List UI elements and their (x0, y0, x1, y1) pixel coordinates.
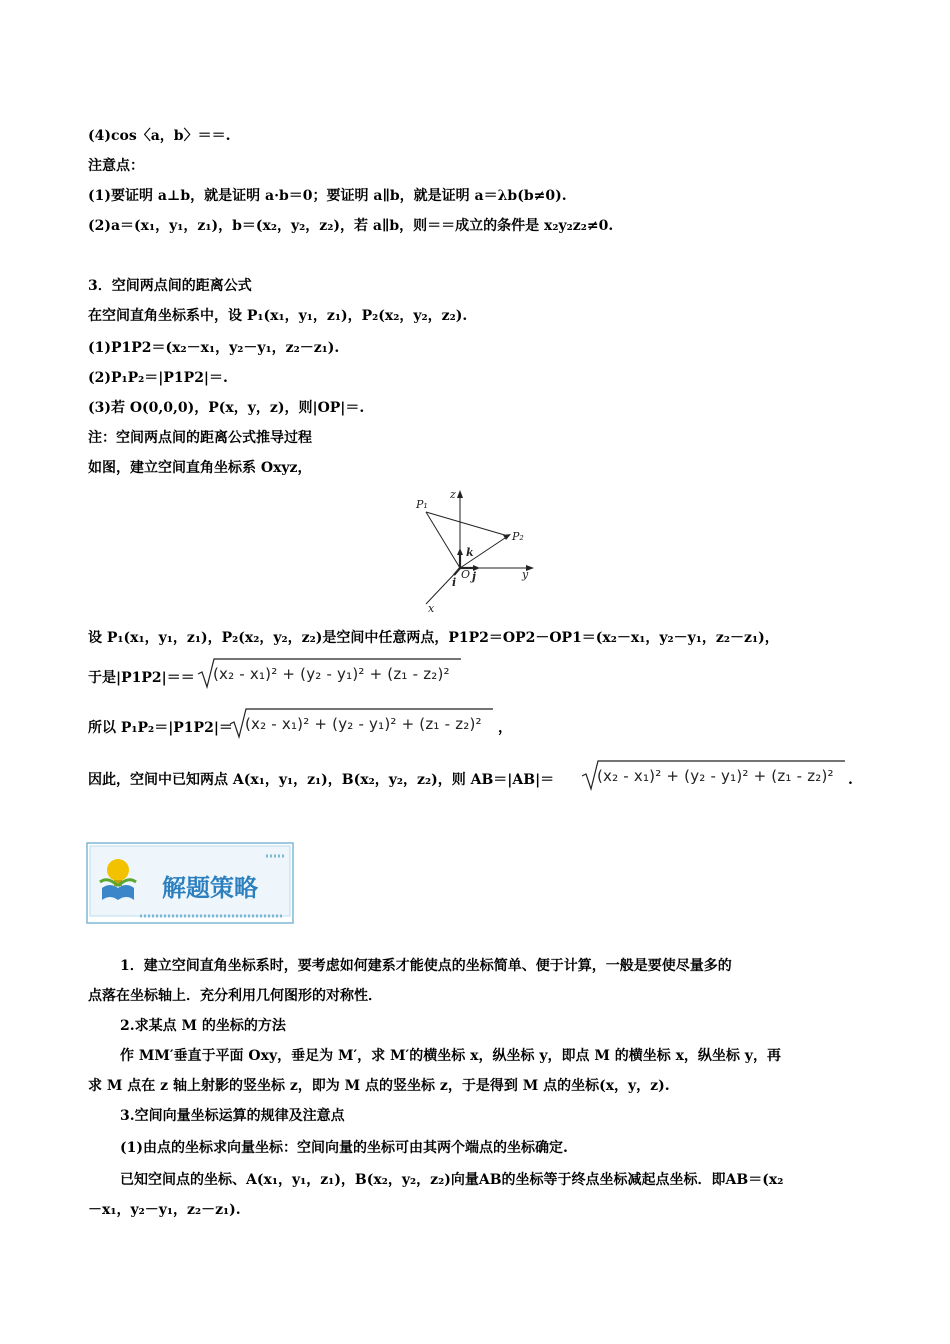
label-y: y (522, 568, 529, 581)
derivation-line-3-prefix: 所以 P₁P₂＝|P1P2|＝ (88, 720, 233, 736)
label-j: j (472, 570, 476, 583)
coordinate-diagram (410, 488, 540, 614)
z-arrowhead (457, 490, 463, 498)
note-2: (2)a＝(x₁，y₁，z₁)，b＝(x₂，y₂，z₂)，若 a∥b，则＝＝成立的条件是 x₂y₂z₂≠0. (88, 218, 614, 234)
distance-expression: (x₂ - x₁)² + (y₂ - y₁)² + (z₁ - z₂)² (213, 665, 450, 683)
property-4: (4)cos〈a，b〉＝＝. (88, 128, 231, 144)
distance-expression: (x₂ - x₁)² + (y₂ - y₁)² + (z₁ - z₂)² (597, 767, 834, 785)
label-p2: P₂ (512, 530, 524, 543)
label-k: k (466, 546, 474, 559)
note-1: (1)要证明 a⊥b，就是证明 a·b＝0；要证明 a∥b，就是证明 a＝λb(b≠0). (88, 188, 567, 204)
derivation-note-heading: 注：空间两点间的距离公式推导过程 (88, 430, 312, 446)
i-unit-vector (454, 568, 460, 575)
strategy-1-line-2: 点落在坐标轴上．充分利用几何图形的对称性． (88, 988, 382, 1004)
strategy-1-line-1: 1．建立空间直角坐标系时，要考虑如何建系才能使点的坐标简单、便于计算，一般是要使尽量多的 (120, 958, 732, 974)
label-z: z (450, 488, 456, 501)
label-p1: P₁ (416, 498, 428, 511)
strategy-2-heading: 2.求某点 M 的坐标的方法 (120, 1018, 286, 1034)
banner-title: 解题策略 (162, 874, 258, 902)
label-x: x (428, 602, 435, 614)
strategy-3-item-1: (1)由点的坐标求向量坐标：空间向量的坐标可由其两个端点的坐标确定. (120, 1140, 568, 1156)
label-i: i (452, 576, 457, 589)
derivation-line-3 (88, 718, 233, 738)
distance-expression: (x₂ - x₁)² + (y₂ - y₁)² + (z₁ - z₂)² (245, 715, 482, 733)
label-o: O (461, 568, 471, 581)
distance-heading: 3．空间两点间的距离公式 (88, 278, 252, 294)
strategy-banner (86, 842, 294, 924)
derivation-line-1: 设 P₁(x₁，y₁，z₁)，P₂(x₂，y₂，z₂)是空间中任意两点，P1P2＝OP2－OP1＝(x₂－x₁，y₂－y₁，z₂－z₁)， (88, 630, 779, 646)
distance-item-3: (3)若 O(0,0,0)，P(x，y，z)，则|OP|＝. (88, 400, 365, 416)
distance-intro: 在空间直角坐标系中，设 P₁(x₁，y₁，z₁)，P₂(x₂，y₂，z₂). (88, 308, 468, 324)
note-title: 注意点： (88, 158, 144, 174)
strategy-2-line-1: 作 MM′垂直于平面 Oxy，垂足为 M′，求 M′的横坐标 x，纵坐标 y，即点 M 的横坐标 x，纵坐标 y，再 (120, 1048, 781, 1064)
derivation-line-4: 因此，空间中已知两点 A(x₁，y₁，z₁)，B(x₂，y₂，z₂)，则 AB＝|AB|＝ (88, 772, 555, 788)
derivation-line-3-suffix: ， (498, 720, 512, 736)
strategy-3-heading: 3.空间向量坐标运算的规律及注意点 (120, 1108, 345, 1124)
derivation-line-4-suffix: . (848, 772, 853, 788)
strategy-2-line-2: 求 M 点在 z 轴上射影的竖坐标 z，即为 M 点的竖坐标 z，于是得到 M 点的坐标(x，y，z). (88, 1078, 670, 1094)
distance-item-1: (1)P1P2＝(x₂－x₁，y₂－y₁，z₂－z₁). (88, 340, 340, 356)
distance-item-2: (2)P₁P₂＝|P1P2|＝. (88, 370, 228, 386)
derivation-line-2: 于是|P1P2|＝＝ (88, 670, 195, 686)
strategy-3-item-2-line-2: －x₁，y₂－y₁，z₂－z₁). (88, 1202, 241, 1218)
figure-intro: 如图，建立空间直角坐标系 Oxyz， (88, 460, 312, 476)
strategy-3-item-2-line-1: 已知空间点的坐标、A(x₁，y₁，z₁)，B(x₂，y₂，z₂)向量AB的坐标等于终点坐标减起点坐标．即AB＝(x₂ (120, 1172, 784, 1188)
